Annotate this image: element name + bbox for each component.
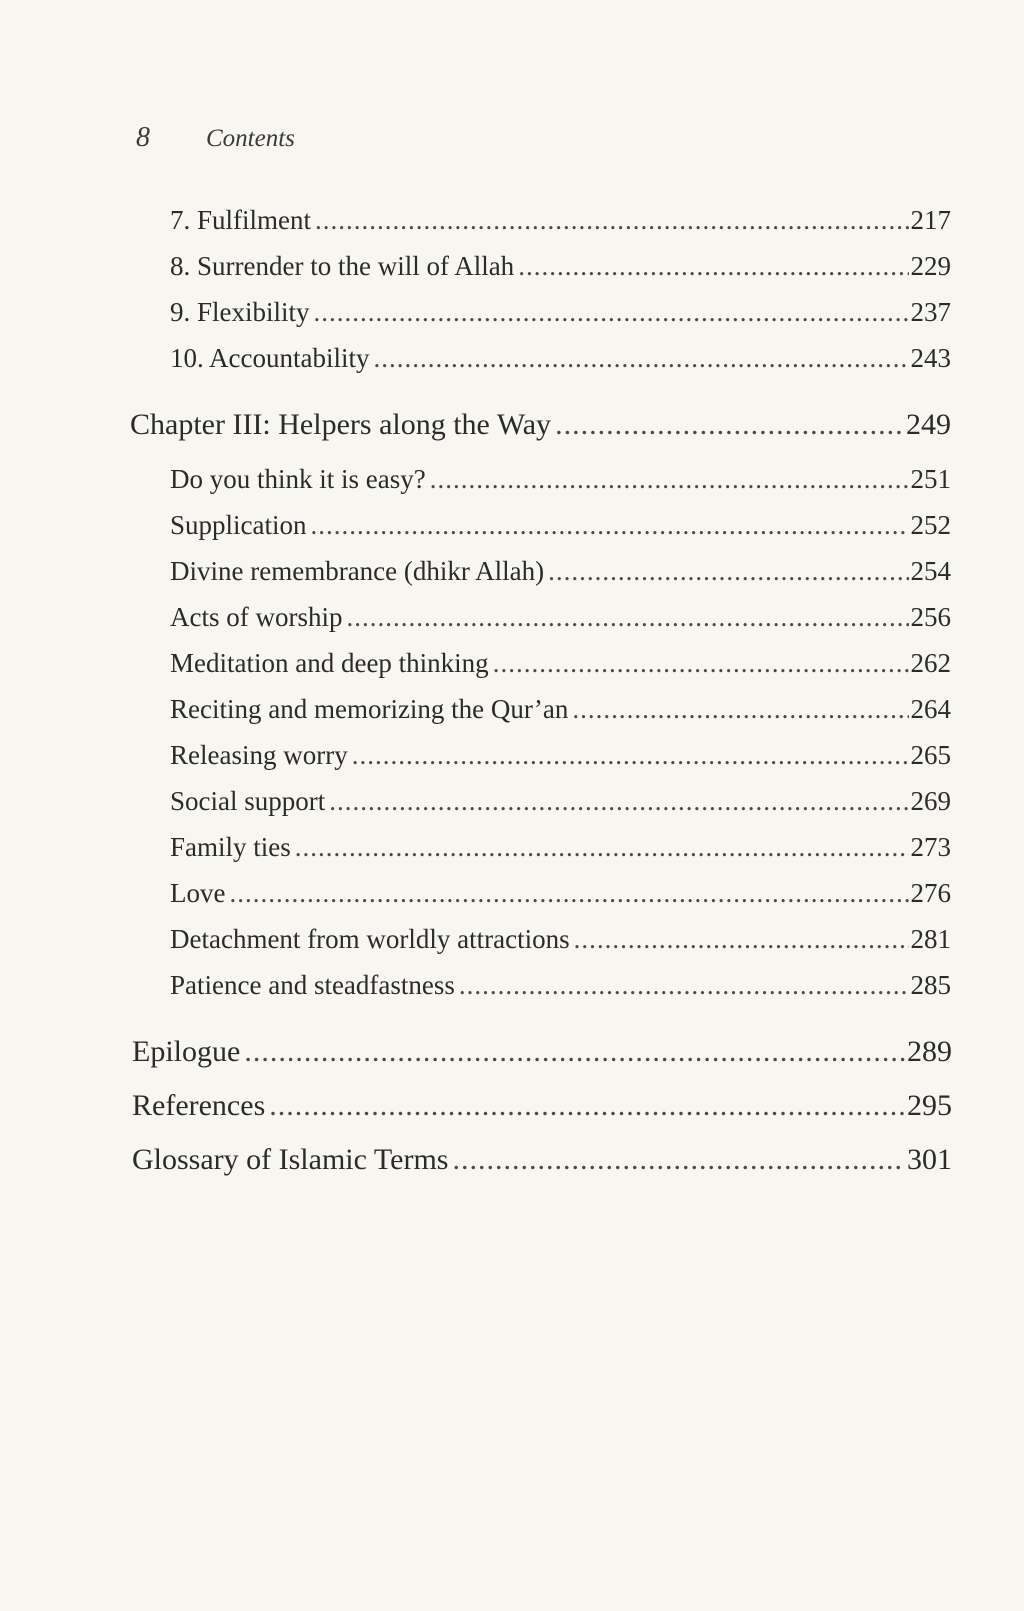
toc-entry-family-ties[interactable]	[170, 832, 951, 863]
dot-leader	[352, 740, 909, 771]
toc-entry-page: 251	[910, 464, 951, 494]
toc-chapter-title: Chapter III: Helpers along the Way	[130, 408, 552, 441]
dot-leader	[295, 832, 909, 863]
toc-entry-title: Social support	[170, 786, 326, 816]
toc-entry-page: 265	[910, 740, 951, 770]
running-header-title: Contents	[206, 125, 295, 152]
toc-entry-title: Meditation and deep thinking	[170, 648, 489, 678]
toc-entry-title: Reciting and memorizing the Qur’an	[170, 694, 569, 724]
dot-leader	[572, 694, 908, 725]
dot-leader	[329, 786, 908, 817]
toc-entry-page: 273	[910, 832, 951, 862]
toc-entry-reciting-quran[interactable]	[170, 694, 951, 725]
toc-entry-title: Love	[170, 878, 226, 908]
toc-entry-page: 289	[907, 1035, 952, 1068]
dot-leader	[493, 648, 909, 679]
toc-entry-page: 254	[910, 556, 951, 586]
page-number: 8	[136, 122, 150, 153]
toc-entry-flexibility[interactable]	[170, 297, 951, 328]
toc-entry-accountability[interactable]	[170, 343, 951, 374]
toc-entry-page: 281	[910, 924, 951, 954]
toc-entry-detachment[interactable]	[170, 924, 951, 955]
dot-leader	[518, 251, 908, 282]
dot-leader	[548, 556, 908, 587]
toc-entry-page: 269	[910, 786, 951, 816]
toc-entry-page: 256	[910, 602, 951, 632]
toc-entry-page: 217	[910, 205, 951, 235]
dot-leader	[244, 1035, 905, 1069]
toc-entry-page: 264	[910, 694, 951, 724]
dot-leader	[314, 297, 909, 328]
dot-leader	[229, 878, 908, 909]
toc-entry-page: 295	[907, 1089, 952, 1122]
toc-entry-page: 301	[907, 1143, 952, 1176]
toc-entry-page: 243	[910, 343, 951, 373]
toc-entry-meditation[interactable]	[170, 648, 951, 679]
toc-entry-releasing-worry[interactable]	[170, 740, 951, 771]
toc-entry-supplication[interactable]	[170, 510, 951, 541]
toc-entry-title: 9. Flexibility	[170, 297, 310, 327]
toc-entry-page: 285	[910, 970, 951, 1000]
toc-chapter-page: 249	[906, 408, 951, 441]
dot-leader	[459, 970, 909, 1001]
dot-leader	[315, 205, 909, 236]
toc-entry-fulfilment[interactable]	[170, 205, 951, 236]
toc-entry-love[interactable]	[170, 878, 951, 909]
toc-chapter-iii[interactable]	[130, 408, 951, 442]
toc-entry-page: 276	[910, 878, 951, 908]
toc-entry-title: 7. Fulfilment	[170, 205, 311, 235]
toc-entry-page: 237	[910, 297, 951, 327]
toc-entry-title: Do you think it is easy?	[170, 464, 426, 494]
dot-leader	[311, 510, 909, 541]
toc-entry-references[interactable]	[132, 1089, 952, 1123]
toc-entry-easy[interactable]	[170, 464, 951, 495]
toc-entry-title: Family ties	[170, 832, 291, 862]
toc-entry-title: Divine remembrance (dhikr Allah)	[170, 556, 545, 586]
toc-entry-title: Patience and steadfastness	[170, 970, 455, 1000]
toc-entry-title: 8. Surrender to the will of Allah	[170, 251, 515, 281]
toc-entry-title: Releasing worry	[170, 740, 348, 770]
toc-entry-title: Glossary of Islamic Terms	[132, 1143, 449, 1176]
toc-entry-glossary[interactable]	[132, 1143, 952, 1177]
dot-leader	[574, 924, 909, 955]
toc-entry-surrender[interactable]	[170, 251, 951, 282]
toc-entry-title: 10. Accountability	[170, 343, 370, 373]
dot-leader	[269, 1089, 905, 1123]
toc-entry-acts-of-worship[interactable]	[170, 602, 951, 633]
dot-leader	[373, 343, 908, 374]
toc-entry-page: 229	[910, 251, 951, 281]
dot-leader	[430, 464, 909, 495]
dot-leader	[346, 602, 908, 633]
toc-entry-title: Detachment from worldly attractions	[170, 924, 570, 954]
toc-entry-divine-remembrance[interactable]	[170, 556, 951, 587]
toc-entry-page: 252	[910, 510, 951, 540]
toc-entry-title: References	[132, 1089, 266, 1122]
toc-entry-social-support[interactable]	[170, 786, 951, 817]
toc-entry-title: Epilogue	[132, 1035, 241, 1068]
toc-entry-title: Supplication	[170, 510, 307, 540]
dot-leader	[452, 1143, 905, 1177]
toc-entry-page: 262	[910, 648, 951, 678]
toc-entry-patience[interactable]	[170, 970, 951, 1001]
dot-leader	[555, 408, 904, 442]
toc-entry-epilogue[interactable]	[132, 1035, 952, 1069]
toc-entry-title: Acts of worship	[170, 602, 343, 632]
